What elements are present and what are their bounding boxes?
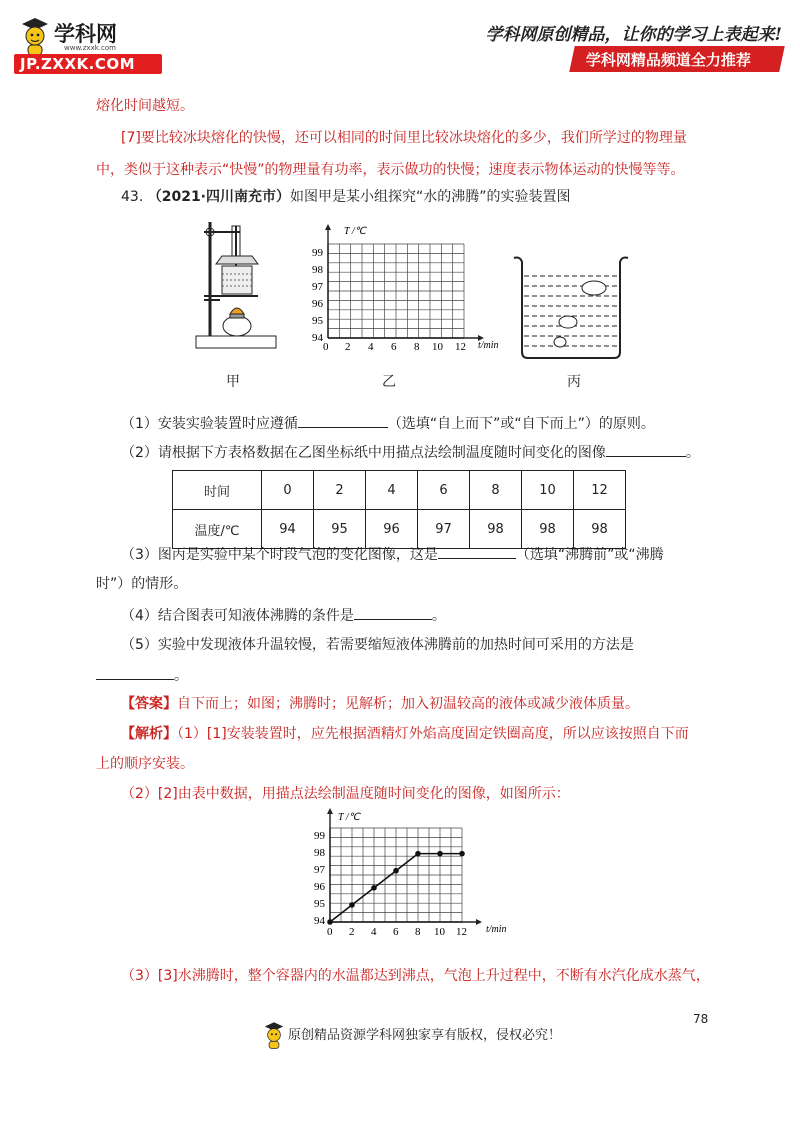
- y-tick-label: 96: [314, 881, 325, 893]
- analysis-line: （2）[2]由表中数据，用描点法绘制温度随时间变化的图像，如图所示：: [121, 786, 570, 802]
- data-point: [371, 885, 377, 891]
- answer-blank[interactable]: [298, 413, 388, 428]
- y-ticks: [314, 830, 326, 927]
- y-tick-label: 97: [314, 864, 325, 876]
- body-line: 中，类似于这种表示“快慢”的物理量有功率，表示做功的快慢；速度表示物体运动的快慢等等。: [96, 162, 685, 178]
- question-text: 如图甲是某小组探究“水的沸腾”的实验装置图: [290, 189, 571, 205]
- x-axis-label: t/min: [478, 340, 499, 351]
- svg-text:4: 4: [368, 341, 374, 352]
- analysis-tag: 【解析】: [121, 726, 177, 742]
- logo-name: 学科网: [54, 22, 117, 46]
- answer-line: 【答案】自下而上；如图；沸腾时；见解析；加入初温较高的液体或减少液体质量。: [121, 696, 639, 712]
- x-tick-label: 0: [327, 926, 333, 938]
- footer-copyright: 原创精品资源学科网独家享有版权，侵权必究！: [288, 1028, 562, 1043]
- svg-text:0: 0: [323, 341, 329, 352]
- y-tick-label: 99: [314, 830, 325, 842]
- logo-url-banner: JP.ZXXK.COM: [14, 54, 162, 74]
- site-logo[interactable]: [14, 14, 164, 76]
- data-point: [415, 851, 421, 857]
- x-ticks: [323, 341, 466, 352]
- answer-blank[interactable]: [354, 605, 432, 620]
- answer-tag: 【答案】: [121, 696, 177, 712]
- answer-blank[interactable]: [606, 442, 686, 457]
- answer-blank[interactable]: [438, 544, 516, 559]
- logo-small-url: www.zxxk.com: [64, 44, 116, 52]
- svg-text:6: 6: [391, 341, 397, 352]
- apparatus-figure: [190, 218, 280, 354]
- data-point: [459, 851, 465, 857]
- temperature-chart: [308, 806, 528, 940]
- analysis-line: （3）[3]水沸腾时，整个容器内的水温都达到沸点，气泡上升过程中，不断有水汽化成水蒸气，: [121, 968, 710, 984]
- data-table: [172, 470, 626, 549]
- x-tick-label: 4: [371, 926, 377, 938]
- grid: [327, 808, 482, 925]
- beaker-figure: [510, 252, 632, 360]
- y-axis-label: T /℃: [344, 226, 366, 237]
- header-slogan: 学科网原创精品，让你的学习上表起来!: [485, 25, 782, 45]
- svg-text:95: 95: [312, 315, 323, 327]
- svg-text:96: 96: [312, 298, 323, 310]
- y-tick-label: 94: [314, 915, 325, 927]
- x-tick-label: 12: [456, 926, 467, 938]
- x-axis-label: t/min: [486, 924, 507, 935]
- x-axis-arrow: [476, 919, 482, 925]
- x-ticks: [327, 926, 467, 938]
- x-tick-label: 6: [393, 926, 399, 938]
- question-3: （3）图丙是实验中某个时段气泡的变化图像，这是 （选填“沸腾前”或“沸腾: [121, 544, 664, 565]
- y-tick-label: 95: [314, 898, 325, 910]
- svg-text:10: 10: [432, 341, 443, 352]
- x-tick-label: 8: [415, 926, 421, 938]
- question-5: （5）实验中发现液体升温较慢，若需要缩短液体沸腾前的加热时间可采用的方法是: [121, 637, 634, 653]
- y-axis-label: T /℃: [338, 812, 360, 823]
- data-point: [349, 902, 355, 908]
- table-row: 时间 0 2 4 6 8 10 12: [173, 471, 626, 510]
- figure-label-bing: 丙: [567, 374, 581, 390]
- y-axis-arrow: [325, 224, 331, 230]
- svg-text:8: 8: [414, 341, 420, 352]
- analysis-line: 上的顺序安装。: [96, 756, 194, 772]
- x-tick-label: 10: [434, 926, 445, 938]
- question-5-cont: 。: [96, 665, 188, 686]
- body-line: [7]要比较冰块熔化的快慢，还可以相同的时间里比较冰块熔化的多少，我们所学过的物理量: [121, 130, 687, 146]
- question-2: （2）请根据下方表格数据在乙图坐标纸中用描点法绘制温度随时间变化的图像 。: [121, 442, 700, 463]
- question-3-cont: 时”）的情形。: [96, 576, 188, 592]
- body-line: 熔化时间越短。: [96, 98, 194, 114]
- question-4: （4）结合图表可知液体沸腾的条件是 。: [121, 605, 446, 626]
- question-header: [121, 187, 571, 207]
- svg-text:12: 12: [455, 341, 466, 352]
- data-point: [327, 919, 333, 925]
- question-source: （2021·四川南充市）: [147, 189, 291, 205]
- header-banner: 学科网精品频道全力推荐: [569, 46, 785, 72]
- svg-text:98: 98: [312, 264, 323, 276]
- question-number: 43.: [121, 189, 144, 205]
- svg-text:99: 99: [312, 247, 323, 259]
- y-tick-label: 98: [314, 847, 325, 859]
- svg-text:97: 97: [312, 281, 323, 293]
- data-point: [393, 868, 399, 874]
- mascot-icon: [18, 14, 52, 58]
- y-axis-arrow: [327, 808, 333, 814]
- figure-label-yi: 乙: [382, 374, 396, 390]
- y-ticks: [312, 247, 324, 344]
- x-tick-label: 2: [349, 926, 355, 938]
- grid: [325, 224, 484, 341]
- table-row: 温度/℃ 94 95 96 97 98 98 98: [173, 510, 626, 549]
- mascot-icon: [262, 1018, 286, 1052]
- empty-graph-yi: [300, 222, 520, 352]
- answer-blank[interactable]: [96, 665, 174, 680]
- svg-text:2: 2: [345, 341, 351, 352]
- data-point: [437, 851, 443, 857]
- analysis-line: 【解析】（1）[1]安装装置时，应先根据酒精灯外焰高度固定铁圈高度，所以应该按照自下而: [121, 726, 689, 742]
- svg-text:94: 94: [312, 332, 323, 344]
- question-1: （1）安装实验装置时应遵循 （选填“自上而下”或“自下而上”）的原则。: [121, 413, 655, 434]
- figure-label-jia: 甲: [226, 374, 240, 390]
- page-number: 78: [693, 1012, 709, 1026]
